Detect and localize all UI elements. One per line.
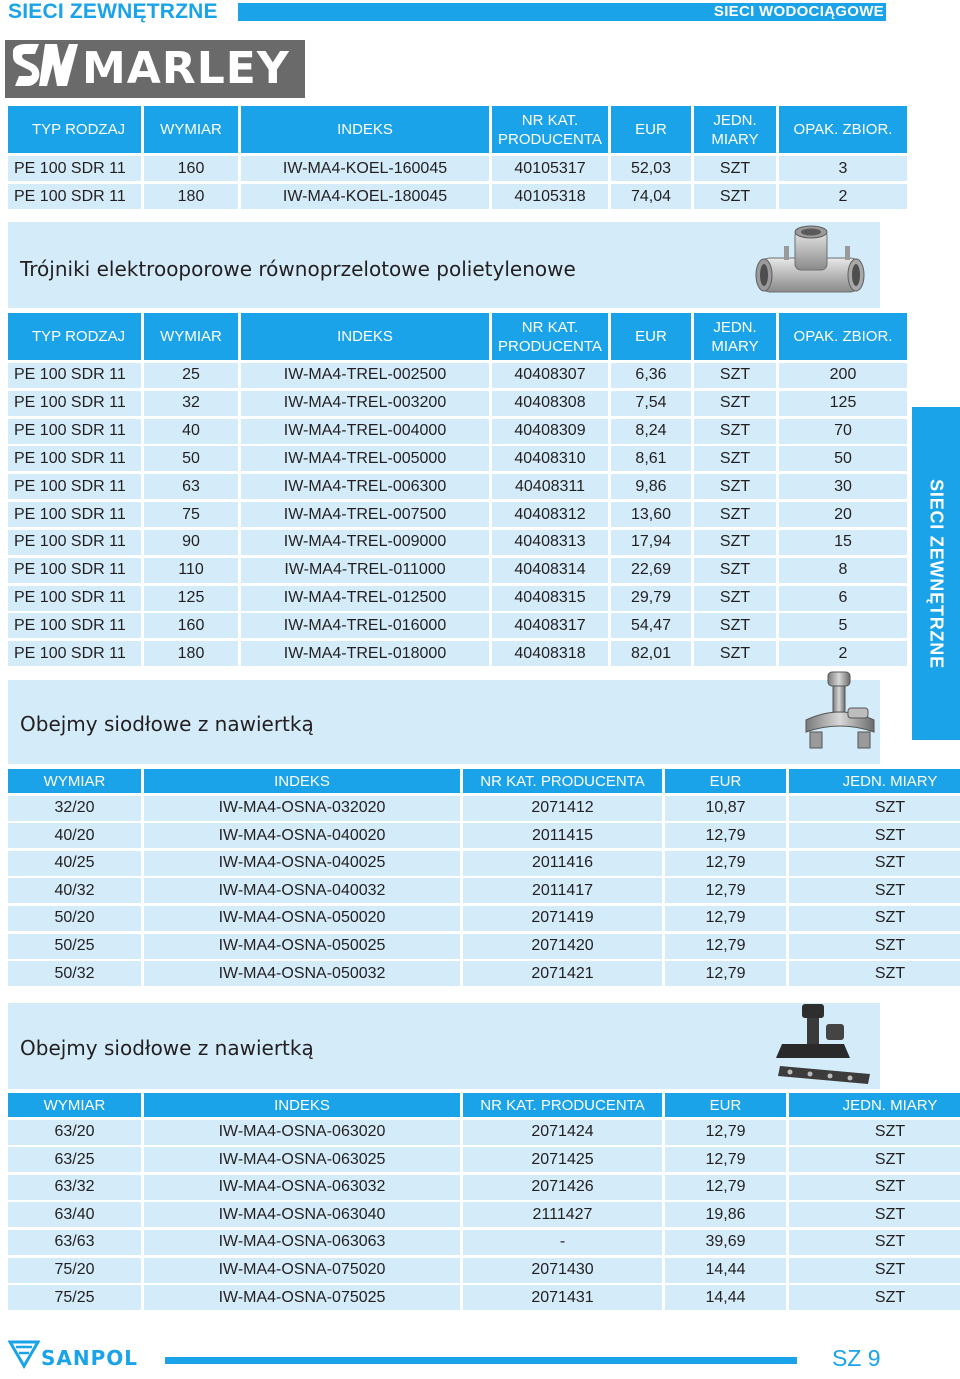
- column-header: INDEKS: [241, 106, 489, 153]
- table-cell: IW-MA4-OSNA-063040: [144, 1202, 460, 1227]
- table-cell: 2011416: [463, 851, 662, 876]
- table-cell: 160: [144, 613, 238, 638]
- table-cell: IW-MA4-OSNA-063032: [144, 1175, 460, 1200]
- table-cell: SZT: [694, 641, 776, 666]
- table-cell: 2071420: [463, 934, 662, 959]
- column-header: OPAK. ZBIOR.: [779, 313, 907, 360]
- table-cell: 12,79: [665, 1120, 786, 1145]
- table-cell: SZT: [789, 906, 960, 931]
- table-cell: SZT: [694, 586, 776, 611]
- side-section-tab: [912, 407, 960, 740]
- table-cell: SZT: [789, 1120, 960, 1145]
- table-cell: 40408309: [492, 419, 608, 444]
- saddle-clamp-strap-image: [770, 1000, 880, 1095]
- trel-table: [8, 313, 907, 666]
- table-cell: 74,04: [611, 184, 691, 209]
- column-header: INDEKS: [144, 769, 460, 793]
- table-cell: 2: [779, 641, 907, 666]
- table-cell: SZT: [789, 851, 960, 876]
- osna-table-2: [8, 1093, 960, 1310]
- table-cell: 40408313: [492, 530, 608, 555]
- column-header: NR KAT. PRODUCENTA: [492, 106, 608, 153]
- column-header: INDEKS: [241, 313, 489, 360]
- table-cell: 2011417: [463, 878, 662, 903]
- table-cell: SZT: [694, 558, 776, 583]
- column-header: EUR: [611, 106, 691, 153]
- table-cell: 40/32: [8, 878, 141, 903]
- column-header: NR KAT. PRODUCENTA: [463, 769, 662, 793]
- table-cell: PE 100 SDR 11: [8, 502, 141, 527]
- footer-brand: SANPOL: [41, 1346, 139, 1370]
- osna-table-1: [8, 769, 960, 986]
- table-cell: 75/25: [8, 1285, 141, 1310]
- table-cell: 6: [779, 586, 907, 611]
- table-cell: SZT: [694, 502, 776, 527]
- table-cell: 2011415: [463, 823, 662, 848]
- table-cell: 40408314: [492, 558, 608, 583]
- table-cell: SZT: [694, 474, 776, 499]
- table-cell: 90: [144, 530, 238, 555]
- table-cell: 8,24: [611, 419, 691, 444]
- table-cell: SZT: [694, 363, 776, 388]
- table-cell: SZT: [789, 1230, 960, 1255]
- table-cell: IW-MA4-TREL-011000: [241, 558, 489, 583]
- column-header: EUR: [665, 1093, 786, 1117]
- table-cell: IW-MA4-OSNA-075025: [144, 1285, 460, 1310]
- table-cell: IW-MA4-TREL-005000: [241, 446, 489, 471]
- table-cell: IW-MA4-OSNA-032020: [144, 796, 460, 821]
- table-cell: 82,01: [611, 641, 691, 666]
- table-cell: 40/25: [8, 851, 141, 876]
- table-cell: 110: [144, 558, 238, 583]
- table-cell: 40105318: [492, 184, 608, 209]
- table-cell: IW-MA4-OSNA-075020: [144, 1258, 460, 1283]
- table-cell: 63/40: [8, 1202, 141, 1227]
- table-cell: SZT: [789, 1175, 960, 1200]
- table-cell: 40/20: [8, 823, 141, 848]
- table-cell: SZT: [789, 796, 960, 821]
- table-cell: PE 100 SDR 11: [8, 641, 141, 666]
- table-cell: IW-MA4-TREL-002500: [241, 363, 489, 388]
- table-cell: 22,69: [611, 558, 691, 583]
- table-cell: 50/25: [8, 934, 141, 959]
- table-cell: 40408308: [492, 391, 608, 416]
- table-cell: -: [463, 1230, 662, 1255]
- table-cell: 2071412: [463, 796, 662, 821]
- table-cell: 2: [779, 184, 907, 209]
- table-cell: 8: [779, 558, 907, 583]
- column-header: INDEKS: [144, 1093, 460, 1117]
- table-cell: 75/20: [8, 1258, 141, 1283]
- table-cell: SZT: [694, 530, 776, 555]
- table-cell: IW-MA4-TREL-004000: [241, 419, 489, 444]
- column-header: TYP RODZAJ: [8, 106, 141, 153]
- table-cell: IW-MA4-TREL-012500: [241, 586, 489, 611]
- marley-emblem-icon: [5, 40, 80, 98]
- table-cell: 125: [144, 586, 238, 611]
- table-cell: 63/20: [8, 1120, 141, 1145]
- table-cell: 125: [779, 391, 907, 416]
- saddle-clamp-image: [800, 668, 880, 758]
- table-cell: 19,86: [665, 1202, 786, 1227]
- table-cell: SZT: [694, 391, 776, 416]
- column-header: WYMIAR: [8, 1093, 141, 1117]
- table-cell: PE 100 SDR 11: [8, 530, 141, 555]
- table-cell: 29,79: [611, 586, 691, 611]
- section-heading: Obejmy siodłowe z nawiertką: [20, 712, 314, 736]
- table-cell: IW-MA4-OSNA-050032: [144, 961, 460, 986]
- table-cell: 2071424: [463, 1120, 662, 1145]
- koel-table: [8, 106, 907, 209]
- table-cell: 39,69: [665, 1230, 786, 1255]
- table-cell: 63/32: [8, 1175, 141, 1200]
- table-cell: 12,79: [665, 823, 786, 848]
- table-cell: SZT: [789, 961, 960, 986]
- table-cell: 14,44: [665, 1258, 786, 1283]
- table-cell: SZT: [789, 1285, 960, 1310]
- table-cell: SZT: [789, 878, 960, 903]
- table-cell: 2071419: [463, 906, 662, 931]
- table-cell: 12,79: [665, 961, 786, 986]
- table-cell: 30: [779, 474, 907, 499]
- table-cell: SZT: [694, 419, 776, 444]
- table-cell: SZT: [789, 1258, 960, 1283]
- table-cell: IW-MA4-OSNA-063063: [144, 1230, 460, 1255]
- table-cell: 50/32: [8, 961, 141, 986]
- column-header: JEDN. MIARY: [789, 1093, 960, 1117]
- table-cell: 32/20: [8, 796, 141, 821]
- table-cell: 50/20: [8, 906, 141, 931]
- table-cell: 2071430: [463, 1258, 662, 1283]
- footer-bar: [165, 1357, 797, 1364]
- table-cell: 3: [779, 156, 907, 181]
- table-cell: PE 100 SDR 11: [8, 156, 141, 181]
- table-cell: 25: [144, 363, 238, 388]
- column-header: NR KAT. PRODUCENTA: [463, 1093, 662, 1117]
- table-cell: SZT: [694, 613, 776, 638]
- page-number: SZ 9: [832, 1345, 881, 1371]
- table-cell: 40408311: [492, 474, 608, 499]
- column-header: OPAK. ZBIOR.: [779, 106, 907, 153]
- table-cell: 40408317: [492, 613, 608, 638]
- table-cell: PE 100 SDR 11: [8, 586, 141, 611]
- table-cell: PE 100 SDR 11: [8, 613, 141, 638]
- column-header: TYP RODZAJ: [8, 313, 141, 360]
- brand-wordmark: MARLEY: [82, 43, 290, 94]
- table-cell: 12,79: [665, 878, 786, 903]
- table-cell: 2071425: [463, 1147, 662, 1172]
- table-cell: 8,61: [611, 446, 691, 471]
- table-cell: IW-MA4-TREL-006300: [241, 474, 489, 499]
- table-cell: 15: [779, 530, 907, 555]
- table-cell: 17,94: [611, 530, 691, 555]
- table-cell: 70: [779, 419, 907, 444]
- table-cell: IW-MA4-TREL-003200: [241, 391, 489, 416]
- table-cell: IW-MA4-TREL-016000: [241, 613, 489, 638]
- table-cell: IW-MA4-KOEL-180045: [241, 184, 489, 209]
- table-cell: PE 100 SDR 11: [8, 391, 141, 416]
- column-header: WYMIAR: [144, 313, 238, 360]
- table-cell: PE 100 SDR 11: [8, 558, 141, 583]
- table-cell: 75: [144, 502, 238, 527]
- column-header: WYMIAR: [144, 106, 238, 153]
- table-cell: 10,87: [665, 796, 786, 821]
- table-cell: 2071431: [463, 1285, 662, 1310]
- column-header: NR KAT. PRODUCENTA: [492, 313, 608, 360]
- side-tab-label: SIECI ZEWNĘTRZNE: [926, 478, 947, 669]
- table-cell: 12,79: [665, 851, 786, 876]
- table-cell: 40408312: [492, 502, 608, 527]
- table-cell: 180: [144, 184, 238, 209]
- table-cell: 200: [779, 363, 907, 388]
- table-cell: SZT: [789, 1147, 960, 1172]
- table-cell: 5: [779, 613, 907, 638]
- table-cell: SZT: [789, 934, 960, 959]
- column-header: JEDN. MIARY: [694, 313, 776, 360]
- sanpol-emblem-icon: [8, 1336, 40, 1370]
- table-cell: 160: [144, 156, 238, 181]
- header-bar: [238, 3, 886, 21]
- table-cell: IW-MA4-OSNA-050020: [144, 906, 460, 931]
- table-cell: SZT: [789, 823, 960, 848]
- table-cell: SZT: [694, 446, 776, 471]
- table-cell: 180: [144, 641, 238, 666]
- table-cell: 12,79: [665, 1175, 786, 1200]
- table-cell: PE 100 SDR 11: [8, 363, 141, 388]
- marley-logo: [5, 40, 305, 98]
- tee-fitting-image: [750, 220, 870, 310]
- section-heading: Obejmy siodłowe z nawiertką: [20, 1036, 314, 1060]
- table-cell: 63/25: [8, 1147, 141, 1172]
- table-cell: 40408315: [492, 586, 608, 611]
- table-cell: IW-MA4-OSNA-050025: [144, 934, 460, 959]
- table-cell: PE 100 SDR 11: [8, 419, 141, 444]
- table-cell: IW-MA4-TREL-007500: [241, 502, 489, 527]
- table-cell: 40105317: [492, 156, 608, 181]
- table-cell: PE 100 SDR 11: [8, 184, 141, 209]
- table-cell: 32: [144, 391, 238, 416]
- table-cell: IW-MA4-TREL-018000: [241, 641, 489, 666]
- column-header: WYMIAR: [8, 769, 141, 793]
- table-cell: IW-MA4-OSNA-040032: [144, 878, 460, 903]
- table-cell: IW-MA4-OSNA-063020: [144, 1120, 460, 1145]
- table-cell: 12,79: [665, 1147, 786, 1172]
- table-cell: 12,79: [665, 934, 786, 959]
- table-cell: SZT: [789, 1202, 960, 1227]
- section-heading: Trójniki elektrooporowe równoprzelotowe polietylenowe: [20, 257, 576, 281]
- table-cell: IW-MA4-OSNA-063025: [144, 1147, 460, 1172]
- table-cell: 7,54: [611, 391, 691, 416]
- table-cell: 12,79: [665, 906, 786, 931]
- table-cell: 2071426: [463, 1175, 662, 1200]
- table-cell: 52,03: [611, 156, 691, 181]
- table-cell: 40408318: [492, 641, 608, 666]
- table-cell: SZT: [694, 184, 776, 209]
- table-cell: SZT: [694, 156, 776, 181]
- table-cell: 20: [779, 502, 907, 527]
- section-title: SIECI ZEWNĘTRZNE: [8, 0, 218, 23]
- table-cell: PE 100 SDR 11: [8, 474, 141, 499]
- table-cell: 50: [779, 446, 907, 471]
- table-cell: IW-MA4-KOEL-160045: [241, 156, 489, 181]
- column-header: JEDN. MIARY: [694, 106, 776, 153]
- column-header: EUR: [665, 769, 786, 793]
- table-cell: PE 100 SDR 11: [8, 446, 141, 471]
- table-cell: 2071421: [463, 961, 662, 986]
- table-cell: 6,36: [611, 363, 691, 388]
- table-cell: 40408307: [492, 363, 608, 388]
- table-cell: IW-MA4-OSNA-040025: [144, 851, 460, 876]
- table-cell: 9,86: [611, 474, 691, 499]
- table-cell: 2111427: [463, 1202, 662, 1227]
- table-cell: 13,60: [611, 502, 691, 527]
- column-header: EUR: [611, 313, 691, 360]
- table-cell: 63: [144, 474, 238, 499]
- table-cell: 50: [144, 446, 238, 471]
- sanpol-logo: [8, 1336, 150, 1372]
- table-cell: IW-MA4-TREL-009000: [241, 530, 489, 555]
- table-cell: 40: [144, 419, 238, 444]
- table-cell: 40408310: [492, 446, 608, 471]
- table-cell: 14,44: [665, 1285, 786, 1310]
- table-cell: 63/63: [8, 1230, 141, 1255]
- table-cell: IW-MA4-OSNA-040020: [144, 823, 460, 848]
- table-cell: 54,47: [611, 613, 691, 638]
- category-label: SIECI WODOCIĄGOWE: [713, 3, 884, 20]
- column-header: JEDN. MIARY: [789, 769, 960, 793]
